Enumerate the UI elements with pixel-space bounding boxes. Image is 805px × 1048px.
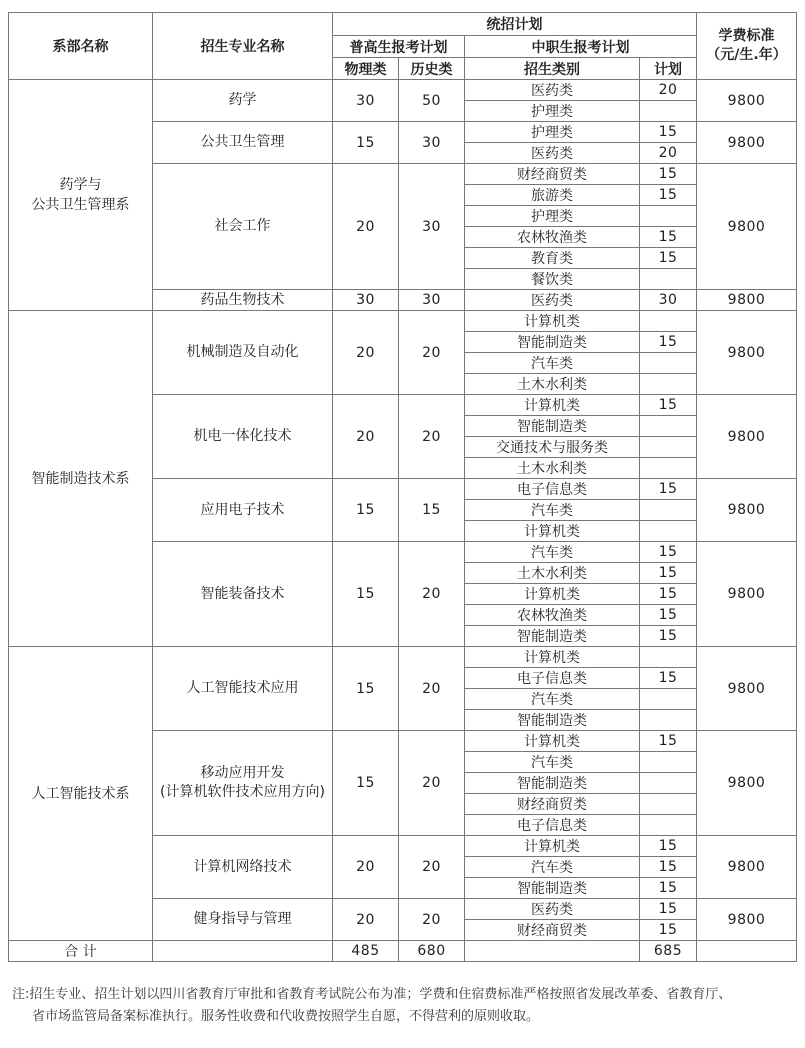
totals-physics: 485 [333,941,399,962]
category-plan-cell [640,353,697,374]
category-cell: 土木水利类 [465,458,640,479]
history-plan-cell: 50 [399,80,465,122]
totals-history: 680 [399,941,465,962]
history-plan-cell: 30 [399,164,465,290]
major-name: 社会工作 [214,218,271,234]
category-plan-cell [640,794,697,815]
category-plan-cell: 30 [640,290,697,311]
category-cell: 医药类 [465,899,640,920]
footnote [12,984,796,1028]
category-plan-cell [640,752,697,773]
history-plan-cell: 30 [399,290,465,311]
dept-name-line2: 公共卫生管理系 [31,197,130,213]
major-name: 机械制造及自动化 [186,344,299,360]
category-plan-cell: 15 [640,584,697,605]
history-plan-cell: 20 [399,836,465,899]
physics-plan-cell: 20 [333,164,399,290]
history-plan-cell: 20 [399,311,465,395]
header-fee [697,13,797,80]
category-plan-cell [640,689,697,710]
header-major: 招生专业名称 [153,13,333,80]
category-cell: 智能制造类 [465,773,640,794]
physics-plan-cell: 20 [333,836,399,899]
dept-name-line1: 药学与 [59,177,102,193]
category-plan-cell [640,773,697,794]
category-plan-cell: 15 [640,626,697,647]
header-vocational-plan: 中职生报考计划 [465,36,697,58]
category-plan-cell [640,500,697,521]
major-name-cell [153,542,333,647]
fee-cell: 9800 [697,164,797,290]
major-name-cell [153,311,333,395]
major-name: 应用电子技术 [200,501,285,518]
category-cell: 汽车类 [465,689,640,710]
category-cell: 财经商贸类 [465,794,640,815]
major-name: 机电一体化技术 [193,428,292,444]
major-name-cell [153,731,333,836]
header-physics: 物理类 [333,58,399,80]
major-name: 移动应用开发 [200,765,285,781]
physics-plan-cell: 15 [333,542,399,647]
dept-name-cell [9,647,153,941]
history-plan-cell: 20 [399,731,465,836]
totals-empty-fee [697,941,797,962]
category-cell: 计算机类 [465,731,640,752]
category-cell: 计算机类 [465,584,640,605]
category-plan-cell: 20 [640,80,697,101]
dept-name-line1: 人工智能技术系 [31,785,130,802]
physics-plan-cell: 20 [333,899,399,941]
major-name: 智能装备技术 [200,585,285,602]
category-plan-cell: 15 [640,605,697,626]
totals-empty-category [465,941,640,962]
category-plan-cell: 20 [640,143,697,164]
major-name-cell [153,122,333,164]
fee-cell: 9800 [697,836,797,899]
major-name: 健身指导与管理 [193,911,292,927]
history-plan-cell: 20 [399,395,465,479]
totals-plan: 685 [640,941,697,962]
fee-cell: 9800 [697,899,797,941]
major-name-cell [153,647,333,731]
major-name: 公共卫生管理 [200,134,285,150]
category-cell: 农林牧渔类 [465,605,640,626]
header-fee-line1: 学费标准 [718,28,775,44]
category-cell: 智能制造类 [465,710,640,731]
table-row [9,80,797,101]
table-body [9,80,797,941]
category-cell: 智能制造类 [465,626,640,647]
category-plan-cell: 15 [640,542,697,563]
physics-plan-cell: 20 [333,395,399,479]
category-plan-cell [640,458,697,479]
category-plan-cell: 15 [640,227,697,248]
category-cell: 智能制造类 [465,878,640,899]
major-name-cell [153,836,333,899]
category-cell: 教育类 [465,248,640,269]
table-row [9,311,797,332]
category-plan-cell [640,374,697,395]
category-cell: 餐饮类 [465,269,640,290]
totals-row [9,941,797,962]
category-cell: 汽车类 [465,857,640,878]
category-plan-cell [640,521,697,542]
fee-cell: 9800 [697,290,797,311]
major-name-cell [153,899,333,941]
physics-plan-cell: 15 [333,647,399,731]
category-plan-cell: 15 [640,899,697,920]
fee-cell: 9800 [697,647,797,731]
category-plan-cell [640,269,697,290]
category-cell: 计算机类 [465,836,640,857]
category-cell: 汽车类 [465,500,640,521]
category-cell: 计算机类 [465,395,640,416]
category-cell: 护理类 [465,206,640,227]
category-plan-cell: 15 [640,857,697,878]
header-history: 历史类 [399,58,465,80]
major-name: 计算机网络技术 [193,858,292,875]
category-plan-cell: 15 [640,164,697,185]
header-plan: 计划 [640,58,697,80]
category-plan-cell: 15 [640,836,697,857]
category-plan-cell: 15 [640,731,697,752]
category-plan-cell [640,710,697,731]
history-plan-cell: 20 [399,647,465,731]
category-cell: 计算机类 [465,311,640,332]
category-plan-cell: 15 [640,878,697,899]
category-plan-cell [640,101,697,122]
physics-plan-cell: 30 [333,80,399,122]
category-plan-cell: 15 [640,563,697,584]
footnote-line1: 注:招生专业、招生计划以四川省教育厅审批和省教育考试院公布为准；学费和住宿费标准严格按照省发展改革委、省教育厅、 [12,987,732,1002]
major-name: 药学 [228,92,257,108]
history-plan-cell: 20 [399,899,465,941]
category-plan-cell: 15 [640,122,697,143]
fee-cell: 9800 [697,122,797,164]
major-name-cell [153,80,333,122]
physics-plan-cell: 15 [333,731,399,836]
header-high-school-plan: 普高生报考计划 [333,36,465,58]
category-plan-cell [640,437,697,458]
category-cell: 智能制造类 [465,416,640,437]
category-cell: 财经商贸类 [465,920,640,941]
table-row [9,647,797,668]
category-cell: 电子信息类 [465,479,640,500]
dept-name-cell [9,80,153,311]
category-cell: 土木水利类 [465,563,640,584]
category-cell: 汽车类 [465,542,640,563]
category-cell: 财经商贸类 [465,164,640,185]
category-cell: 农林牧渔类 [465,227,640,248]
major-name-cell [153,395,333,479]
history-plan-cell: 15 [399,479,465,542]
category-cell: 医药类 [465,290,640,311]
category-plan-cell: 15 [640,248,697,269]
category-cell: 护理类 [465,122,640,143]
category-plan-cell: 15 [640,185,697,206]
totals-label: 合 计 [9,941,153,962]
fee-cell: 9800 [697,479,797,542]
fee-cell: 9800 [697,311,797,395]
category-cell: 电子信息类 [465,815,640,836]
physics-plan-cell: 15 [333,122,399,164]
fee-cell: 9800 [697,542,797,647]
footnote-line2: 省市场监管局备案标准执行。服务性收费和代收费按照学生自愿，不得营利的原则收取。 [32,1009,540,1024]
major-name: 人工智能技术应用 [186,680,299,696]
dept-name-cell [9,311,153,647]
history-plan-cell: 20 [399,542,465,647]
physics-plan-cell: 15 [333,479,399,542]
header-dept: 系部名称 [9,13,153,80]
category-plan-cell [640,647,697,668]
history-plan-cell: 30 [399,122,465,164]
category-cell: 交通技术与服务类 [465,437,640,458]
category-cell: 电子信息类 [465,668,640,689]
category-plan-cell: 15 [640,479,697,500]
major-name-cell [153,479,333,542]
enrollment-plan-table [8,12,797,962]
major-name-cell [153,290,333,311]
header-fee-line2: （元/生.年） [706,47,787,63]
category-cell: 计算机类 [465,647,640,668]
category-cell: 医药类 [465,80,640,101]
dept-name-line1: 智能制造技术系 [31,470,130,487]
category-plan-cell: 15 [640,332,697,353]
category-cell: 护理类 [465,101,640,122]
physics-plan-cell: 20 [333,311,399,395]
physics-plan-cell: 30 [333,290,399,311]
totals-empty [153,941,333,962]
category-cell: 医药类 [465,143,640,164]
fee-cell: 9800 [697,731,797,836]
category-plan-cell [640,206,697,227]
fee-cell: 9800 [697,80,797,122]
category-plan-cell: 15 [640,395,697,416]
category-plan-cell: 15 [640,920,697,941]
category-plan-cell: 15 [640,668,697,689]
major-name-sub: (计算机软件技术应用方向) [160,784,325,800]
major-name: 药品生物技术 [200,291,285,308]
header-category: 招生类别 [465,58,640,80]
category-plan-cell [640,416,697,437]
fee-cell: 9800 [697,395,797,479]
category-cell: 土木水利类 [465,374,640,395]
category-cell: 计算机类 [465,521,640,542]
category-cell: 智能制造类 [465,332,640,353]
category-plan-cell [640,311,697,332]
category-cell: 旅游类 [465,185,640,206]
major-name-cell [153,164,333,290]
category-cell: 汽车类 [465,752,640,773]
category-cell: 汽车类 [465,353,640,374]
category-plan-cell [640,815,697,836]
header-unified-plan: 统招计划 [333,13,697,36]
